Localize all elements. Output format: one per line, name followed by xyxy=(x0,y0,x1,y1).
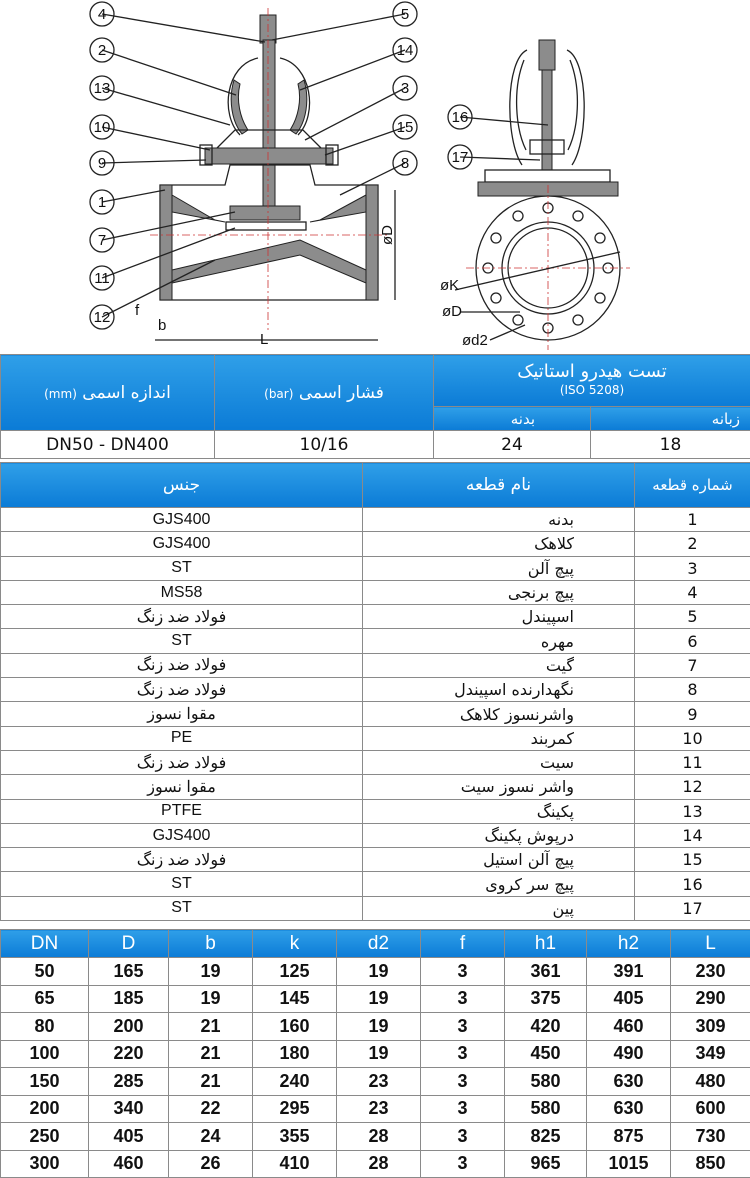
dim-cell: 730 xyxy=(671,1123,750,1151)
part-row xyxy=(1,848,750,872)
dim-cell: 250 xyxy=(1,1123,89,1151)
dim-cell: 290 xyxy=(671,985,750,1013)
dim-header-k: k xyxy=(253,930,337,958)
dim-cell: 340 xyxy=(89,1095,169,1123)
dim-cell: 405 xyxy=(587,985,671,1013)
part-material: MS58 xyxy=(1,580,363,604)
callout-label: 8 xyxy=(401,155,409,172)
dim-cell: 125 xyxy=(253,958,337,986)
dim-cell: 19 xyxy=(337,985,421,1013)
front-callouts xyxy=(448,105,548,169)
body-value: 24 xyxy=(434,431,591,459)
part-number: 13 xyxy=(635,799,750,823)
part-number: 6 xyxy=(635,629,750,653)
part-number: 4 xyxy=(635,580,750,604)
part-number: 17 xyxy=(635,896,750,920)
part-name: سیت xyxy=(363,750,635,774)
dim-cell: 150 xyxy=(1,1068,89,1096)
dim-cell: 19 xyxy=(337,1013,421,1041)
dim-cell: 285 xyxy=(89,1068,169,1096)
part-row xyxy=(1,799,750,823)
dim-cell: 21 xyxy=(169,1068,253,1096)
part-row xyxy=(1,702,750,726)
part-number: 16 xyxy=(635,872,750,896)
part-row xyxy=(1,872,750,896)
dim-f: f xyxy=(135,302,140,319)
dim-cell: 240 xyxy=(253,1068,337,1096)
part-row xyxy=(1,629,750,653)
part-name: واشرنسوز کلاهک xyxy=(363,702,635,726)
dim-cell: 180 xyxy=(253,1040,337,1068)
part-row xyxy=(1,726,750,750)
part-number: 2 xyxy=(635,532,750,556)
bolt-hole xyxy=(573,211,583,221)
callout-label: 15 xyxy=(397,119,414,136)
dim-cell: 3 xyxy=(421,1068,505,1096)
dim-cell: 3 xyxy=(421,1013,505,1041)
dim-cell: 145 xyxy=(253,985,337,1013)
dim-D: øD xyxy=(379,225,396,245)
dim-K: øK xyxy=(440,277,459,294)
size-value: DN50 - DN400 xyxy=(1,431,215,459)
dim-cell: 3 xyxy=(421,1040,505,1068)
part-number: 11 xyxy=(635,750,750,774)
dim-header-l: L xyxy=(671,930,750,958)
callout-label: 5 xyxy=(401,6,409,23)
dim-L: L xyxy=(260,331,268,348)
part-material: PE xyxy=(1,726,363,750)
callout-label: 4 xyxy=(98,6,106,23)
part-name: نگهدارنده اسپیندل xyxy=(363,678,635,702)
part-name: پیچ برنجی xyxy=(363,580,635,604)
size-header: اندازه اسمی (mm) xyxy=(1,355,215,431)
dim-cell: 450 xyxy=(505,1040,587,1068)
dim-cell: 28 xyxy=(337,1123,421,1151)
part-number: 10 xyxy=(635,726,750,750)
dim-cell: 23 xyxy=(337,1068,421,1096)
part-row xyxy=(1,823,750,847)
part-number: 9 xyxy=(635,702,750,726)
bolt-hole xyxy=(595,233,605,243)
dim-header-d2: d2 xyxy=(337,930,421,958)
dim-cell: 200 xyxy=(89,1013,169,1041)
part-name-header: نام قطعه xyxy=(363,463,635,508)
callout-label: 2 xyxy=(98,42,106,59)
body-label: بدنه xyxy=(434,407,591,431)
dim-cell: 22 xyxy=(169,1095,253,1123)
dim-cell: 361 xyxy=(505,958,587,986)
part-material: فولاد ضد زنگ xyxy=(1,605,363,629)
part-name: پین xyxy=(363,896,635,920)
dim-header-dn: DN xyxy=(1,930,89,958)
tongue-value: 18 xyxy=(591,431,750,459)
part-row xyxy=(1,896,750,920)
dim-cell: 19 xyxy=(337,1040,421,1068)
valve-technical-drawing xyxy=(0,0,750,352)
part-name: درپوش پکینگ xyxy=(363,823,635,847)
dim-cell: 295 xyxy=(253,1095,337,1123)
part-material: GJS400 xyxy=(1,823,363,847)
callout-label: 3 xyxy=(401,80,409,97)
part-name: کلاهک xyxy=(363,532,635,556)
part-row xyxy=(1,508,750,532)
part-number: 7 xyxy=(635,653,750,677)
parts-table xyxy=(0,462,750,921)
dim-cell: 825 xyxy=(505,1123,587,1151)
part-name: اسپیندل xyxy=(363,605,635,629)
dim-cell: 375 xyxy=(505,985,587,1013)
dim-cell: 875 xyxy=(587,1123,671,1151)
callout-label: 10 xyxy=(94,119,111,136)
pressure-header: فشار اسمی (bar) xyxy=(215,355,434,431)
part-material: فولاد ضد زنگ xyxy=(1,750,363,774)
callout-label: 11 xyxy=(94,270,110,287)
dim-cell: 3 xyxy=(421,1150,505,1178)
dim-cell: 19 xyxy=(337,958,421,986)
callout-label: 16 xyxy=(452,109,469,126)
part-material: فولاد ضد زنگ xyxy=(1,848,363,872)
dim-cell: 460 xyxy=(587,1013,671,1041)
part-name: واشر نسوز سیت xyxy=(363,775,635,799)
dim-D-front: øD xyxy=(442,303,462,320)
dim-cell: 630 xyxy=(587,1095,671,1123)
dim-cell: 21 xyxy=(169,1040,253,1068)
side-section-view xyxy=(135,8,396,348)
dimensions-table xyxy=(0,929,750,1178)
dim-d2: ød2 xyxy=(462,332,488,349)
part-row xyxy=(1,750,750,774)
part-name: گیت xyxy=(363,653,635,677)
dim-cell: 391 xyxy=(587,958,671,986)
dim-cell: 160 xyxy=(253,1013,337,1041)
dim-cell: 490 xyxy=(587,1040,671,1068)
part-material: ST xyxy=(1,872,363,896)
dim-header-d: D xyxy=(89,930,169,958)
dim-header-h1: h1 xyxy=(505,930,587,958)
dim-cell: 410 xyxy=(253,1150,337,1178)
dim-cell: 600 xyxy=(671,1095,750,1123)
part-material: مقوا نسوز xyxy=(1,775,363,799)
dim-cell: 3 xyxy=(421,1123,505,1151)
part-number: 8 xyxy=(635,678,750,702)
dim-header-f: f xyxy=(421,930,505,958)
bolt-hole xyxy=(595,293,605,303)
dim-cell: 185 xyxy=(89,985,169,1013)
dim-cell: 300 xyxy=(1,1150,89,1178)
part-name: کمربند xyxy=(363,726,635,750)
part-number: 5 xyxy=(635,605,750,629)
part-number: 12 xyxy=(635,775,750,799)
dim-cell: 965 xyxy=(505,1150,587,1178)
bolt-hole xyxy=(513,315,523,325)
callout-label: 9 xyxy=(98,155,106,172)
dim-cell: 405 xyxy=(89,1123,169,1151)
callout-label: 17 xyxy=(452,149,469,166)
dim-cell: 3 xyxy=(421,1095,505,1123)
part-material: ST xyxy=(1,629,363,653)
dim-row xyxy=(1,958,750,986)
dim-cell: 220 xyxy=(89,1040,169,1068)
dim-cell: 230 xyxy=(671,958,750,986)
part-name: پیچ آلن استیل xyxy=(363,848,635,872)
dim-row xyxy=(1,1095,750,1123)
dim-cell: 460 xyxy=(89,1150,169,1178)
dim-cell: 100 xyxy=(1,1040,89,1068)
dim-cell: 50 xyxy=(1,958,89,986)
part-name: بدنه xyxy=(363,508,635,532)
part-number: 3 xyxy=(635,556,750,580)
dim-header-b: b xyxy=(169,930,253,958)
bolt-hole xyxy=(491,233,501,243)
dim-row xyxy=(1,1040,750,1068)
dim-cell: 165 xyxy=(89,958,169,986)
part-material: فولاد ضد زنگ xyxy=(1,653,363,677)
part-number: 1 xyxy=(635,508,750,532)
part-name: پکینگ xyxy=(363,799,635,823)
part-name: پیچ سر کروی xyxy=(363,872,635,896)
dim-cell: 26 xyxy=(169,1150,253,1178)
part-number: 14 xyxy=(635,823,750,847)
dim-cell: 23 xyxy=(337,1095,421,1123)
spec-table xyxy=(0,354,750,459)
dim-row xyxy=(1,1013,750,1041)
dim-cell: 28 xyxy=(337,1150,421,1178)
callout-label: 14 xyxy=(397,42,414,59)
part-row xyxy=(1,678,750,702)
part-material: ST xyxy=(1,896,363,920)
part-number-header: شماره قطعه xyxy=(635,463,750,508)
dim-cell: 19 xyxy=(169,985,253,1013)
dim-cell: 580 xyxy=(505,1068,587,1096)
dim-b: b xyxy=(158,317,166,334)
part-number: 15 xyxy=(635,848,750,872)
dim-row xyxy=(1,1068,750,1096)
part-row xyxy=(1,775,750,799)
front-view xyxy=(440,40,630,350)
bolt-hole xyxy=(573,315,583,325)
callout-label: 7 xyxy=(98,232,106,249)
part-row xyxy=(1,532,750,556)
dim-cell: 24 xyxy=(169,1123,253,1151)
dim-row xyxy=(1,985,750,1013)
dim-row xyxy=(1,1150,750,1178)
dim-cell: 420 xyxy=(505,1013,587,1041)
dim-cell: 349 xyxy=(671,1040,750,1068)
dim-cell: 580 xyxy=(505,1095,587,1123)
part-row xyxy=(1,556,750,580)
dim-cell: 850 xyxy=(671,1150,750,1178)
dim-cell: 1015 xyxy=(587,1150,671,1178)
dim-cell: 480 xyxy=(671,1068,750,1096)
dim-row xyxy=(1,1123,750,1151)
part-material: GJS400 xyxy=(1,508,363,532)
dim-cell: 21 xyxy=(169,1013,253,1041)
tongue-label: زبانه xyxy=(591,407,750,431)
material-header: جنس xyxy=(1,463,363,508)
bolt-hole xyxy=(491,293,501,303)
part-row xyxy=(1,653,750,677)
part-material: ST xyxy=(1,556,363,580)
callout-label: 12 xyxy=(94,309,111,326)
part-material: مقوا نسوز xyxy=(1,702,363,726)
part-material: PTFE xyxy=(1,799,363,823)
dim-cell: 3 xyxy=(421,958,505,986)
dim-header-h2: h2 xyxy=(587,930,671,958)
dim-cell: 630 xyxy=(587,1068,671,1096)
bolt-hole xyxy=(513,211,523,221)
part-material: فولاد ضد زنگ xyxy=(1,678,363,702)
test-header: تست هیدرو استاتیک (ISO 5208) xyxy=(434,355,750,407)
pressure-value: 10/16 xyxy=(215,431,434,459)
part-row xyxy=(1,605,750,629)
part-name: مهره xyxy=(363,629,635,653)
part-row xyxy=(1,580,750,604)
dim-cell: 200 xyxy=(1,1095,89,1123)
callout-label: 13 xyxy=(94,80,111,97)
dim-cell: 65 xyxy=(1,985,89,1013)
dim-cell: 80 xyxy=(1,1013,89,1041)
dim-cell: 19 xyxy=(169,958,253,986)
part-material: GJS400 xyxy=(1,532,363,556)
dim-cell: 309 xyxy=(671,1013,750,1041)
dim-cell: 355 xyxy=(253,1123,337,1151)
dim-cell: 3 xyxy=(421,985,505,1013)
part-name: پیچ آلن xyxy=(363,556,635,580)
callout-label: 1 xyxy=(98,194,106,211)
